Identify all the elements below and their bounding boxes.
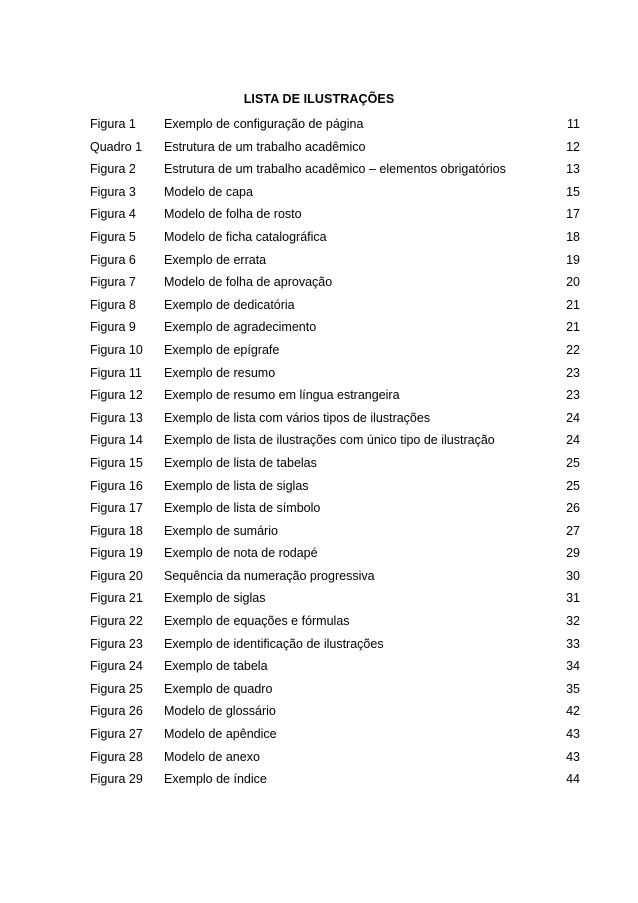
page-title: LISTA DE ILUSTRAÇÕES	[243, 92, 395, 106]
entry-description: Exemplo de lista de ilustrações com único tipo de ilustração	[164, 433, 495, 448]
entry-description: Exemplo de dedicatória	[164, 297, 295, 312]
list-item	[90, 723, 580, 746]
entry-page-number: 22	[566, 342, 580, 357]
entry-label: Figura 5	[90, 229, 136, 244]
entry-label: Figura 11	[90, 365, 142, 380]
entry-page-number: 23	[566, 388, 580, 403]
entry-label: Figura 18	[90, 523, 143, 538]
entry-label: Figura 20	[90, 568, 143, 583]
entry-page-number: 33	[566, 636, 580, 651]
entry-label: Figura 14	[90, 433, 143, 448]
entry-label: Figura 22	[90, 614, 143, 629]
entry-page-number: 34	[566, 659, 580, 674]
entry-label: Figura 25	[90, 681, 143, 696]
list-item	[90, 542, 580, 565]
list-item	[90, 429, 580, 452]
list-item	[90, 587, 580, 610]
entry-label: Figura 13	[90, 410, 143, 425]
entry-label: Figura 10	[90, 342, 143, 357]
list-item	[90, 475, 580, 498]
entry-label: Figura 29	[90, 772, 143, 787]
list-item	[90, 339, 580, 362]
list-item	[90, 768, 580, 791]
entry-description: Modelo de folha de rosto	[164, 207, 302, 222]
list-item	[90, 271, 580, 294]
entry-page-number: 30	[566, 568, 580, 583]
entry-label: Quadro 1	[90, 139, 143, 154]
entry-label: Figura 3	[90, 184, 136, 199]
illustrations-list	[90, 113, 580, 791]
entry-description: Exemplo de agradecimento	[164, 320, 317, 335]
entry-description: Exemplo de lista de tabelas	[164, 455, 317, 470]
entry-page-number: 44	[566, 772, 580, 787]
entry-description: Modelo de glossário	[164, 704, 276, 719]
entry-label: Figura 6	[90, 252, 136, 267]
entry-page-number: 27	[566, 523, 580, 538]
list-item	[90, 249, 580, 272]
entry-page-number: 43	[566, 727, 580, 742]
list-item	[90, 181, 580, 204]
entry-description: Modelo de anexo	[164, 749, 260, 764]
entry-description: Exemplo de resumo	[164, 365, 276, 380]
list-item	[90, 610, 580, 633]
entry-description: Modelo de folha de aprovação	[164, 275, 333, 290]
entry-label: Figura 17	[90, 501, 143, 516]
entry-description: Exemplo de nota de rodapé	[164, 546, 318, 561]
entry-description: Modelo de capa	[164, 184, 253, 199]
entry-description: Exemplo de sumário	[164, 523, 278, 538]
entry-description: Exemplo de identificação de ilustrações	[164, 636, 384, 651]
entry-description: Exemplo de configuração de página	[164, 117, 364, 131]
entry-description: Modelo de apêndice	[164, 727, 277, 742]
list-item	[90, 226, 580, 249]
entry-description: Exemplo de índice	[164, 772, 267, 787]
entry-label: Figura 8	[90, 297, 136, 312]
entry-page-number: 21	[566, 297, 580, 312]
entry-label: Figura 27	[90, 727, 143, 742]
entry-page-number: 43	[566, 749, 580, 764]
list-item	[90, 294, 580, 317]
list-item	[90, 678, 580, 701]
list-item	[90, 452, 580, 475]
entry-description: Exemplo de equações e fórmulas	[164, 614, 350, 629]
entry-description: Exemplo de lista de símbolo	[164, 501, 321, 516]
list-item	[90, 655, 580, 678]
list-item	[90, 136, 580, 159]
list-item	[90, 633, 580, 656]
entry-label: Figura 1	[90, 117, 136, 131]
entry-label: Figura 16	[90, 478, 143, 493]
entry-label: Figura 19	[90, 546, 143, 561]
list-item	[90, 384, 580, 407]
entry-description: Exemplo de resumo em língua estrangeira	[164, 388, 400, 403]
list-item	[90, 565, 580, 588]
entry-page-number: 26	[566, 501, 580, 516]
entry-description: Exemplo de quadro	[164, 681, 273, 696]
entry-label: Figura 23	[90, 636, 143, 651]
entry-description: Exemplo de errata	[164, 252, 267, 267]
entry-description: Exemplo de lista de siglas	[164, 478, 309, 493]
list-item	[90, 520, 580, 543]
entry-label: Figura 12	[90, 388, 143, 403]
entry-page-number: 23	[566, 365, 580, 380]
entry-page-number: 42	[566, 704, 580, 719]
list-item	[90, 497, 580, 520]
entry-label: Figura 24	[90, 659, 143, 674]
list-item	[90, 203, 580, 226]
entry-description: Exemplo de epígrafe	[164, 342, 280, 357]
entry-page-number: 32	[566, 614, 580, 629]
list-item	[90, 158, 580, 181]
entry-page-number: 21	[566, 320, 580, 335]
list-item	[90, 407, 580, 430]
list-item	[90, 700, 580, 723]
entry-page-number: 15	[566, 184, 580, 199]
entry-page-number: 20	[566, 275, 580, 290]
entry-description: Sequência da numeração progressiva	[164, 568, 375, 583]
list-item	[90, 746, 580, 769]
entry-page-number: 11	[567, 117, 580, 131]
entry-label: Figura 21	[90, 591, 143, 606]
entry-page-number: 12	[566, 139, 580, 154]
entry-description: Exemplo de siglas	[164, 591, 266, 606]
entry-page-number: 24	[566, 410, 580, 425]
list-item	[90, 362, 580, 385]
entry-page-number: 19	[566, 252, 580, 267]
entry-description: Estrutura de um trabalho acadêmico – elementos obrigatórios	[164, 162, 506, 177]
entry-page-number: 25	[566, 478, 580, 493]
entry-page-number: 18	[566, 229, 580, 244]
list-item	[90, 113, 580, 136]
entry-page-number: 29	[566, 546, 580, 561]
entry-label: Figura 26	[90, 704, 143, 719]
entry-page-number: 25	[566, 455, 580, 470]
entry-page-number: 31	[566, 591, 580, 606]
entry-label: Figura 4	[90, 207, 136, 222]
entry-page-number: 13	[566, 162, 580, 177]
entry-label: Figura 15	[90, 455, 143, 470]
entry-page-number: 24	[566, 433, 580, 448]
entry-page-number: 35	[566, 681, 580, 696]
entry-page-number: 17	[566, 207, 580, 222]
list-item	[90, 316, 580, 339]
entry-description: Estrutura de um trabalho acadêmico	[164, 139, 366, 154]
entry-label: Figura 28	[90, 749, 143, 764]
entry-label: Figura 7	[90, 275, 136, 290]
entry-description: Modelo de ficha catalográfica	[164, 229, 327, 244]
entry-description: Exemplo de lista com vários tipos de ilustrações	[164, 410, 431, 425]
entry-label: Figura 2	[90, 162, 136, 177]
entry-description: Exemplo de tabela	[164, 659, 268, 674]
entry-label: Figura 9	[90, 320, 136, 335]
